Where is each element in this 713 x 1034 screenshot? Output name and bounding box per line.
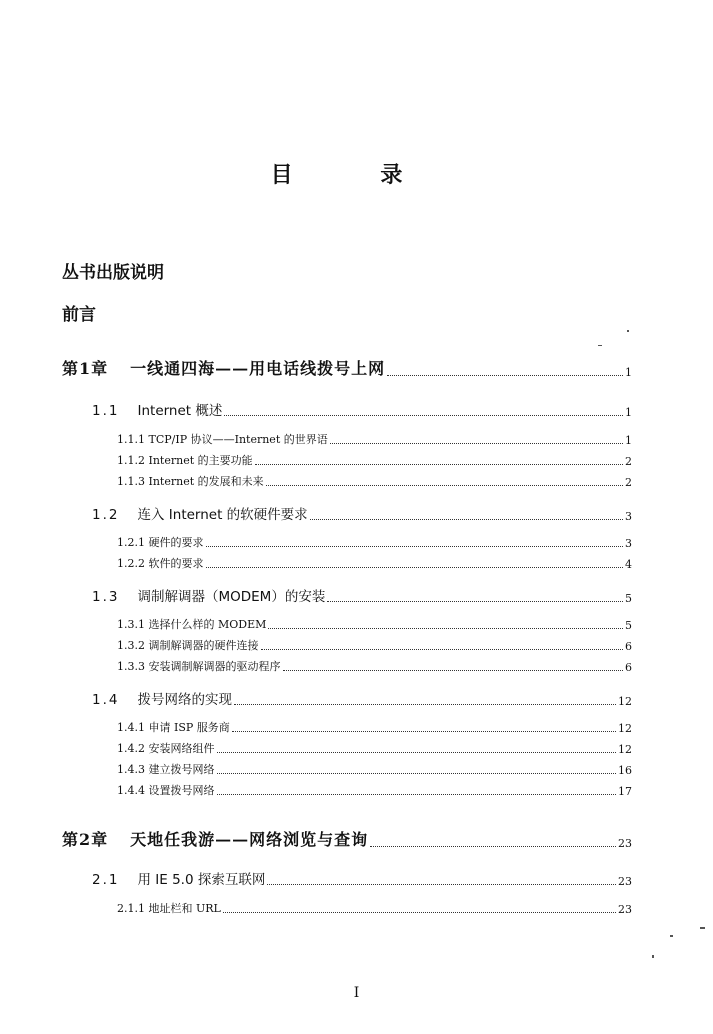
scan-speck — [700, 927, 705, 929]
toc-entry-number: 1.4.2 — [117, 742, 145, 755]
toc-chapter-entry — [62, 356, 632, 379]
toc-entry-number: 1.1 — [92, 403, 120, 419]
toc-entry-number: 第1章 — [62, 359, 109, 378]
toc-page-number: 5 — [625, 592, 632, 605]
toc-sub-entry — [117, 473, 632, 489]
toc-entry-number: 1.2 — [92, 507, 120, 523]
toc-sub-entry — [117, 782, 632, 798]
toc-entry-title — [92, 868, 265, 888]
toc-entry-number: 1.1.3 — [117, 475, 145, 488]
toc-entry-text: 一线通四海——用电话线拨号上网 — [130, 359, 386, 378]
toc-page-number: 1 — [625, 366, 632, 379]
toc-sub-entry — [117, 719, 632, 735]
dot-leader — [223, 902, 616, 913]
toc-section-entry — [92, 399, 632, 419]
dot-leader — [310, 509, 623, 520]
toc-entry-text: 拨号网络的实现 — [137, 692, 232, 708]
toc-page-number: 12 — [618, 743, 632, 756]
toc-page-number: 3 — [625, 510, 632, 523]
toc-entry-title — [117, 431, 328, 447]
toc-page-number: 5 — [625, 619, 632, 632]
toc-sub-entry — [117, 534, 632, 550]
toc-entry-number: 1.3.2 — [117, 639, 145, 652]
toc-entry-text: Internet 概述 — [137, 403, 223, 419]
toc-entry-title — [117, 637, 259, 653]
toc-sub-entry — [117, 637, 632, 653]
toc-page-number: 23 — [618, 903, 632, 916]
scan-speck — [627, 330, 629, 332]
toc-entry-number: 1.3 — [92, 589, 120, 605]
toc-section-entry — [92, 585, 632, 605]
toc-entry-text: 硬件的要求 — [148, 536, 204, 549]
toc-section-entry — [92, 868, 632, 888]
toc-entry-title — [92, 399, 222, 419]
scan-speck — [652, 955, 654, 958]
toc-section-entry — [92, 688, 632, 708]
toc-entry-title — [92, 688, 232, 708]
dot-leader — [387, 365, 623, 376]
toc-page-number: 1 — [625, 406, 632, 419]
toc-sub-entry — [117, 616, 632, 632]
dot-leader — [267, 874, 616, 885]
dot-leader — [268, 618, 623, 629]
toc-entry-title — [117, 761, 215, 777]
page-title: 目 录 — [270, 163, 443, 188]
toc-entry-number: 1.2.2 — [117, 557, 145, 570]
toc-entry-title — [117, 782, 215, 798]
toc-entry-number: 1.1.1 — [117, 433, 145, 446]
toc-entry-text: 建立拨号网络 — [148, 763, 215, 776]
toc-entry-title — [92, 585, 325, 605]
toc-entry-title — [117, 719, 230, 735]
page-number: I — [353, 985, 360, 1001]
toc-page-number: 23 — [618, 875, 632, 888]
toc-entry-title — [92, 503, 308, 523]
toc-entry-text: 软件的要求 — [148, 557, 204, 570]
dot-leader — [206, 536, 624, 547]
toc-entry-text: 设置拨号网络 — [148, 784, 215, 797]
toc-entry-title — [117, 658, 281, 674]
toc-entry-text: Internet 的主要功能 — [148, 454, 253, 467]
toc-page-number: 6 — [625, 661, 632, 674]
toc-page-number: 16 — [618, 764, 632, 777]
toc-entry-number: 1.4.4 — [117, 784, 145, 797]
toc-entry-text: 用 IE 5.0 探索互联网 — [137, 872, 266, 888]
toc-sub-entry — [117, 900, 632, 916]
dot-leader — [206, 557, 624, 568]
toc-sub-entry — [117, 658, 632, 674]
toc-entry-title — [117, 740, 215, 756]
dot-leader — [217, 742, 617, 753]
toc-entry-number: 第2章 — [62, 830, 109, 849]
toc-entry-title — [62, 356, 385, 379]
toc-entry-text: TCP/IP 协议——Internet 的世界语 — [148, 433, 328, 446]
toc-entry-text: 选择什么样的 MODEM — [148, 618, 267, 631]
toc-sub-entry — [117, 431, 632, 447]
dot-leader — [327, 591, 623, 602]
toc-entry-number: 1.2.1 — [117, 536, 145, 549]
toc-page-number: 6 — [625, 640, 632, 653]
toc-entry-title — [117, 452, 253, 468]
toc-entry-text: Internet 的发展和未来 — [148, 475, 264, 488]
toc-entry-text: 申请 ISP 服务商 — [148, 721, 230, 734]
dot-leader — [266, 475, 623, 486]
toc-entry-title — [117, 555, 204, 571]
toc-entry-number: 1.4 — [92, 692, 120, 708]
toc-entry-number: 1.3.3 — [117, 660, 145, 673]
toc-entry-number: 2.1 — [92, 872, 120, 888]
toc-entry-text: 调制解调器（MODEM）的安装 — [137, 589, 326, 605]
scan-speck — [670, 935, 673, 937]
toc-page-number: 1 — [625, 434, 632, 447]
toc-entry-text: 连入 Internet 的软硬件要求 — [137, 507, 308, 523]
dot-leader — [261, 639, 624, 650]
toc-sub-entry — [117, 740, 632, 756]
toc-page-number: 3 — [625, 537, 632, 550]
toc-page-number: 2 — [625, 455, 632, 468]
toc-entry-title — [117, 534, 204, 550]
toc-entry-number: 1.4.1 — [117, 721, 145, 734]
toc-chapter-entry — [62, 827, 632, 850]
scan-speck — [598, 345, 602, 346]
dot-leader — [330, 433, 623, 444]
toc-entry-number: 1.4.3 — [117, 763, 145, 776]
toc-sub-entry — [117, 761, 632, 777]
toc-entry-number: 1.1.2 — [117, 454, 145, 467]
toc-entry-title — [117, 616, 266, 632]
toc-page-number: 2 — [625, 476, 632, 489]
toc-entry-text: 调制解调器的硬件连接 — [148, 639, 259, 652]
dot-leader — [370, 836, 616, 847]
dot-leader — [217, 784, 617, 795]
toc-entry-title — [117, 900, 221, 916]
toc-page-number: 12 — [618, 722, 632, 735]
toc-entry-number: 2.1.1 — [117, 902, 145, 915]
dot-leader — [232, 721, 616, 732]
dot-leader — [283, 660, 624, 671]
toc-entry-text: 安装网络组件 — [148, 742, 215, 755]
dot-leader — [234, 694, 616, 705]
dot-leader — [224, 405, 623, 416]
toc-sub-entry — [117, 555, 632, 571]
dot-leader — [255, 454, 623, 465]
toc-entry-text: 地址栏和 URL — [148, 902, 221, 915]
front-matter-series-note: 丛书出版说明 — [62, 263, 164, 283]
toc-page-number: 23 — [618, 837, 632, 850]
toc-entry-title — [117, 473, 264, 489]
front-matter-preface: 前言 — [62, 305, 96, 325]
toc-entry-number: 1.3.1 — [117, 618, 145, 631]
toc-entry-text: 安装调制解调器的驱动程序 — [148, 660, 281, 673]
toc-page-number: 17 — [618, 785, 632, 798]
toc-entry-text: 天地任我游——网络浏览与查询 — [130, 830, 369, 849]
toc-page-number: 4 — [625, 558, 632, 571]
toc-page-number: 12 — [618, 695, 632, 708]
toc-sub-entry — [117, 452, 632, 468]
toc-section-entry — [92, 503, 632, 523]
toc-entry-title — [62, 827, 368, 850]
dot-leader — [217, 763, 617, 774]
